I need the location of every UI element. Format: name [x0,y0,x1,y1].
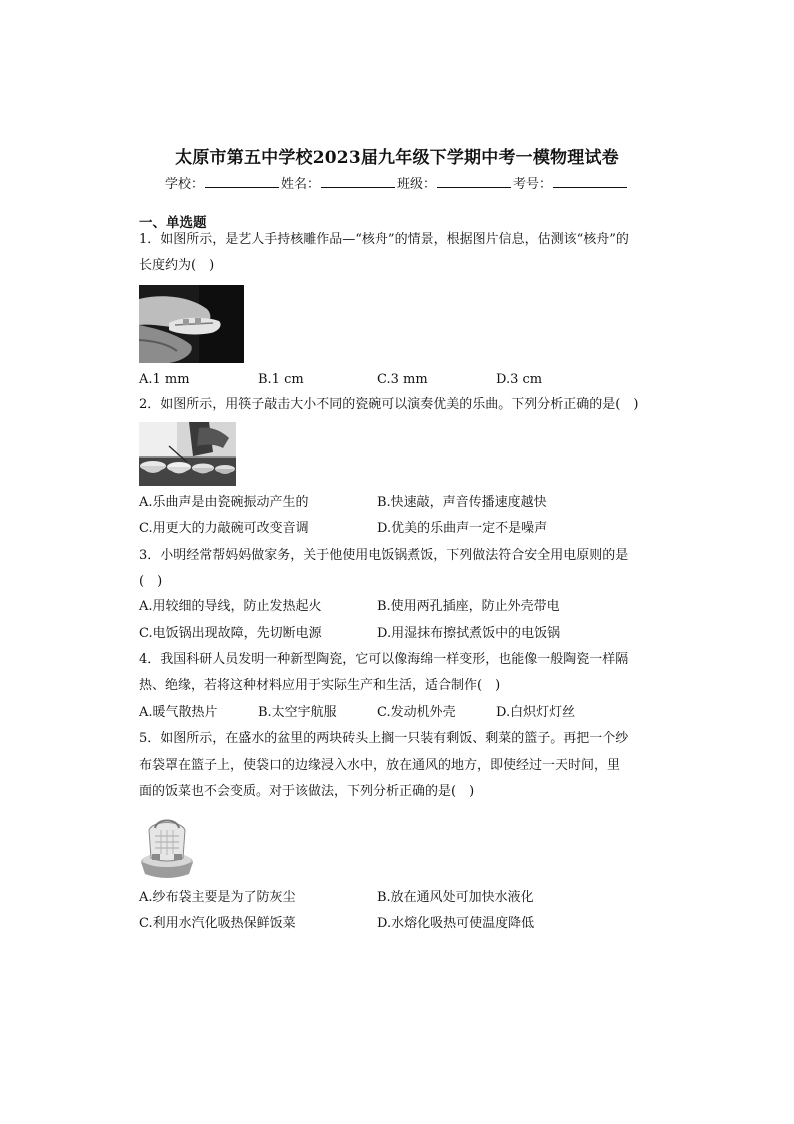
question-3-option-c: C.电饭锅出现故障，先切断电源 [139,626,322,641]
question-3-option-d: D.用湿抹布擦拭煮饭中的电饭锅 [377,626,561,641]
question-5-line-1: 5．如图所示，在盛水的盆里的两块砖头上搁一只装有剩饭、剩菜的篮子。再把一个纱 [139,731,629,746]
question-1-option-a: A.1 mm [139,372,190,387]
question-5-option-b: B.放在通风处可加快水液化 [377,890,534,905]
exam-number-label: 考号： [513,177,553,192]
question-2-option-a: A.乐曲声是由瓷碗振动产生的 [139,495,309,510]
carved-boat-photo [139,285,244,363]
question-1-line-1: 1．如图所示，是艺人手持核雕作品—“核舟”的情景，根据图片信息，估测该“核舟”的 [139,232,629,247]
exam-number-blank [553,176,627,188]
question-2-option-c: C.用更大的力敲碗可改变音调 [139,521,309,536]
question-1-option-b: B.1 cm [258,372,304,387]
question-3-option-b: B.使用两孔插座，防止外壳带电 [377,599,560,614]
question-2-option-d: D.优美的乐曲声一定不是噪声 [377,521,548,536]
porcelain-bowls-photo [139,422,236,486]
student-info-line [0,173,794,192]
name-label: 姓名： [280,177,320,192]
exam-title: 太原市第五中学校2023届九年级下学期中考一模物理试卷 [175,148,619,168]
question-5-option-d: D.水熔化吸热可使温度降低 [377,916,535,931]
question-4-option-b: B.太空宇航服 [258,705,337,720]
school-label: 学校： [164,177,204,192]
question-4-line-1: 4．我国科研人员发明一种新型陶瓷，它可以像海绵一样变形，也能像一般陶瓷一样隔 [139,652,629,667]
question-1-line-2: 长度约为( ) [139,258,215,273]
question-2-line-1: 2．如图所示，用筷子敲击大小不同的瓷碗可以演奏优美的乐曲。下列分析正确的是( ) [139,397,639,412]
question-2-option-b: B.快速敲，声音传播速度越快 [377,495,547,510]
class-label: 班级： [397,177,437,192]
question-5-option-c: C.利用水汽化吸热保鲜饭菜 [139,916,296,931]
basket-in-water-illustration [139,812,195,880]
school-blank [205,176,279,188]
question-5-line-3: 面的饭菜也不会变质。对于该做法，下列分析正确的是( ) [139,784,475,799]
question-3-option-a: A.用较细的导线，防止发热起火 [139,599,322,614]
name-blank [321,176,395,188]
question-1-option-d: D.3 cm [496,372,543,387]
class-blank [437,176,511,188]
question-4-option-c: C.发动机外壳 [377,705,456,720]
question-4-line-2: 热、绝缘，若将这种材料应用于实际生产和生活，适合制作( ) [139,678,501,693]
question-1-option-c: C.3 mm [377,372,428,387]
question-4-option-a: A.暖气散热片 [139,705,218,720]
question-3-line-1: 3．小明经常帮妈妈做家务，关于他使用电饭锅煮饭，下列做法符合安全用电原则的是 [139,548,629,563]
question-5-option-a: A.纱布袋主要是为了防灰尘 [139,890,296,905]
question-4-option-d: D.白炽灯灯丝 [496,705,576,720]
section-heading: 一、单选题 [139,215,207,231]
question-5-line-2: 布袋罩在篮子上，使袋口的边缘浸入水中，放在通风的地方，即使经过一天时间，里 [139,758,621,773]
question-3-line-2: ( ) [139,574,163,589]
